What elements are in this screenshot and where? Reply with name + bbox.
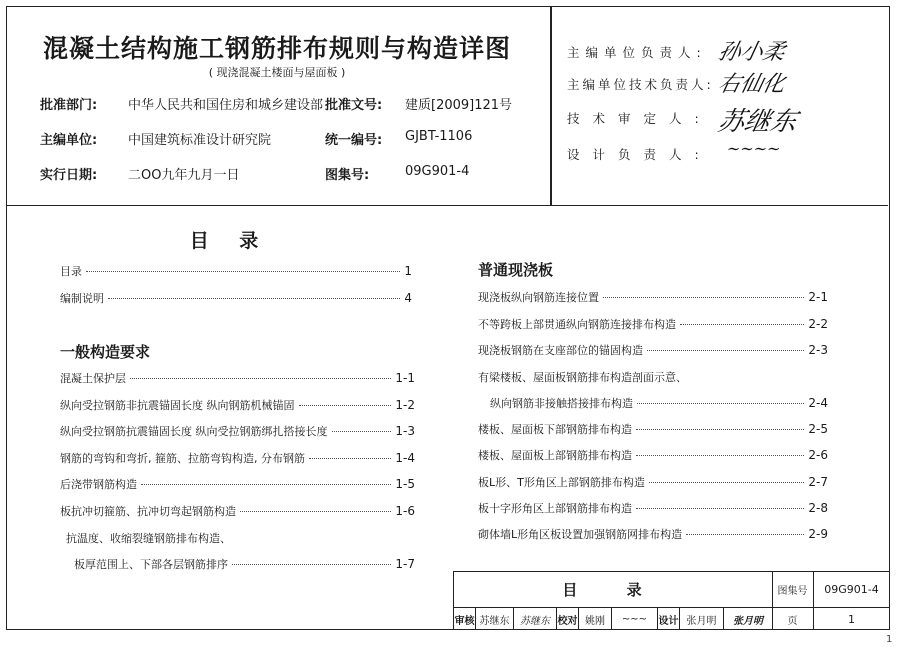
checker-name: 姚刚 [579,608,612,630]
page-number-cell: 1 [848,612,855,626]
info-value: 二OO九年九月一日 [128,168,240,183]
info-label: 批准部门: [40,98,98,113]
toc-entry: 现浇板钢筋在支座部位的锚固构造 2-3 [478,343,828,357]
title-block [453,571,890,630]
toc-entry: 纵向受拉钢筋抗震锚固长度 纵向受拉钢筋绑扎搭接长度 1-3 [60,424,415,438]
atlas-number: 09G901-4 [824,583,879,596]
document-subtitle: ( 现浇混凝土楼面与屋面板 ) [208,66,346,79]
toc-entry: 不等跨板上部贯通纵向钢筋连接排布构造 2-2 [478,317,828,331]
info-label: 统一编号: [325,133,383,148]
info-label: 主编单位: [40,133,98,148]
toc-entry: 板抗冲切箍筋、抗冲切弯起钢筋构造 1-6 [60,504,415,518]
cover-header [7,7,888,206]
info-label: 实行日期: [40,168,98,183]
atlas-label: 图集号 [777,586,808,597]
toc-entry: 后浇带钢筋构造 1-5 [60,477,415,491]
info-label: 图集号: [325,168,370,183]
toc-entry: 现浇板纵向钢筋连接位置 2-1 [478,290,828,304]
toc-entry: 混凝土保护层 1-1 [60,371,415,385]
reviewer-name: 苏继东 [476,608,514,630]
check-label: 校对 [557,608,579,630]
section-heading: 普通现浇板 [478,261,554,279]
document-title: 混凝土结构施工钢筋排布规则与构造详图 [42,34,511,63]
section-heading: 一般构造要求 [60,343,151,361]
page-label: 页 [787,615,798,627]
info-value: GJBT-1106 [405,129,473,144]
info-label: 批准文号: [325,98,383,113]
checker-signature: ~~~ [612,608,658,630]
responsible-role: 技术审定人: [567,111,712,126]
responsible-role: 主编单位技术负责人: [567,77,714,92]
info-value: 建质[2009]121号 [405,98,513,113]
header-divider [550,7,552,205]
toc-entry: 编制说明 4 [60,291,412,305]
responsible-role: 主编单位负责人: [567,45,707,60]
handwritten-signature: 苏继东 [715,107,800,137]
review-label: 审核 [454,608,476,630]
toc-entry: 钢筋的弯钩和弯折, 箍筋、拉筋弯钩构造, 分布钢筋 1-4 [60,451,415,465]
info-value: 09G901-4 [405,164,470,179]
info-value: 中国建筑标准设计研究院 [128,133,272,148]
sheet-page-number: 1 [886,634,893,645]
toc-entry: 纵向受拉钢筋非抗震锚固长度 纵向钢筋机械锚固 1-2 [60,398,415,412]
toc-entry: 目录 1 [60,264,412,278]
toc-entry: 楼板、屋面板下部钢筋排布构造 2-5 [478,422,828,436]
handwritten-signature: ~~~~ [724,139,783,158]
title-block-title: 目 录 [562,581,664,599]
handwritten-signature: 孙小柔 [715,40,788,65]
handwritten-signature: 右仙化 [715,72,788,97]
info-value: 中华人民共和国住房和城乡建设部 [128,98,324,113]
toc-title: 目 录 [189,230,271,252]
design-label: 设计 [658,608,680,630]
toc-entry: 纵向钢筋非接触搭接排布构造 2-4 [490,396,828,410]
toc-entry: 楼板、屋面板上部钢筋排布构造 2-6 [478,448,828,462]
designer-signature: 张月明 [733,615,763,627]
toc-entry: 抗温度、收缩裂缝钢筋排布构造、 [66,532,231,545]
designer-name: 张月明 [680,608,724,630]
toc-entry: 有梁楼板、屋面板钢筋排布构造剖面示意、 [478,371,687,384]
toc-entry: 砌体墙L形角区板设置加强钢筋网排布构造 2-9 [478,527,828,541]
reviewer-signature: 苏继东 [514,608,557,630]
toc-entry: 板厚范围上、下部各层钢筋排序 1-7 [74,557,415,571]
responsible-role: 设计负责人: [567,147,712,162]
toc-entry: 板L形、T形角区上部钢筋排布构造 2-7 [478,475,828,489]
toc-entry: 板十字形角区上部钢筋排布构造 2-8 [478,501,828,515]
